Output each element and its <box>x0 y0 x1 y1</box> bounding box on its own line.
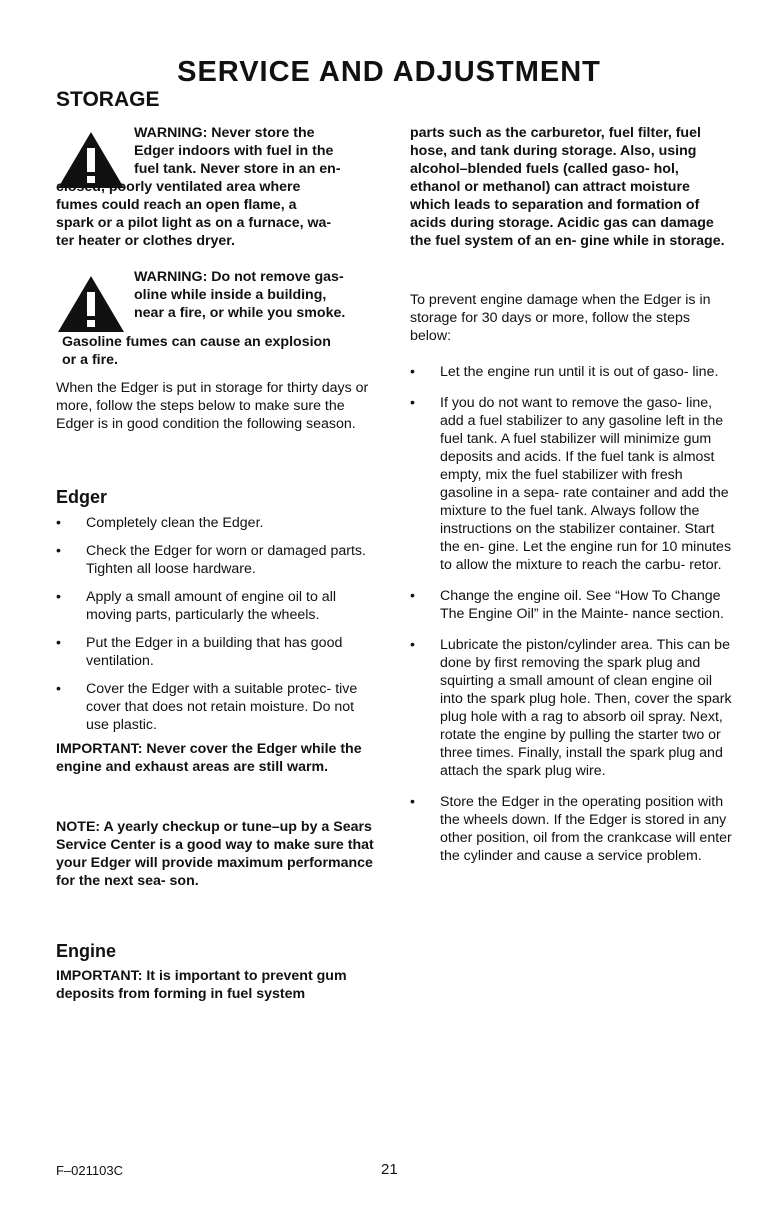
list-item <box>410 636 732 780</box>
list-item <box>56 514 378 532</box>
list-item-text: Completely clean the Edger. <box>86 515 264 531</box>
page-title: SERVICE AND ADJUSTMENT <box>177 56 601 88</box>
list-item-text: Put the Edger in a building that has good ventilation. <box>86 635 343 669</box>
warning-1-rest-line-2: fumes could reach an open flame, a <box>56 197 297 213</box>
bullet-dot: • <box>56 681 61 697</box>
list-item-text: Check the Edger for worn or damaged parts. Tighten all loose hardware. <box>86 543 366 577</box>
engine-heading: Engine <box>56 941 117 961</box>
list-item-text: Cover the Edger with a suitable protec- tive cover that does not retain moisture. Do not use plastic. <box>86 681 358 733</box>
engine-important-note: IMPORTANT: It is important to prevent gum deposits from forming in fuel system <box>56 968 347 1002</box>
list-item-text: If you do not want to remove the gaso- line, add a fuel stabilizer to any gasoline left in the fuel tank. A fuel stabilizer will minimize gum deposits and acids. If the fuel tank is almost empty, mix the fuel stabilizer with fresh gasoline in a sepa- rate container and add the mixture to the fuel tank. Always follow the instructions on the stabilizer container. Start the en- gine. Let the engine run for 10 minutes to allow the mixture to reach the carbu- retor. <box>440 395 732 573</box>
warning-1-rest-line-4: ter heater or clothes dryer. <box>56 233 235 249</box>
bullet-dot: • <box>410 395 415 411</box>
engine-storage-intro: To prevent engine damage when the Edger is in storage for 30 days or more, follow the steps below: <box>410 292 711 344</box>
edger-heading: Edger <box>56 487 108 507</box>
list-item <box>56 542 378 578</box>
warning-1-rest-line-3: spark or a pilot light as on a furnace, wa- <box>56 215 332 231</box>
page-number: 21 <box>381 1161 398 1178</box>
warning-2-rest <box>62 333 376 369</box>
list-item <box>410 587 732 623</box>
bullet-dot: • <box>410 588 415 604</box>
fuel-system-warning-text: parts such as the carburetor, fuel filter, fuel hose, and tank during storage. Also, using alcohol–blended fuels (called gaso- hol, ethanol or methanol) can attract moisture which leads to separation and formation of acids during storage. Acidic gas can damage the fuel system of an en- gine while in storage. <box>410 125 725 249</box>
edger-checkup-note: NOTE: A yearly checkup or tune–up by a Sears Service Center is a good way to make sure that your Edger will provide maximum performance for the next sea- son. <box>56 819 374 889</box>
list-item <box>56 680 378 734</box>
edger-important-note: IMPORTANT: Never cover the Edger while the engine and exhaust areas are still warm. <box>56 741 362 775</box>
list-item <box>56 588 378 624</box>
warning-1-line-2: Edger indoors with fuel in the <box>134 143 334 159</box>
bullet-dot: • <box>56 515 61 531</box>
bullet-dot: • <box>56 589 61 605</box>
list-item-text: Apply a small amount of engine oil to all moving parts, particularly the wheels. <box>86 589 336 623</box>
bullet-dot: • <box>410 794 415 810</box>
engine-bullet-list <box>410 363 732 865</box>
warning-1-line-1: WARNING: Never store the <box>134 125 315 141</box>
list-item <box>410 363 732 381</box>
bullet-dot: • <box>410 364 415 380</box>
document-code: F–021103C <box>56 1163 123 1178</box>
list-item-text: Change the engine oil. See “How To Change The Engine Oil” in the Mainte- nance section. <box>440 588 724 622</box>
bullet-dot: • <box>56 543 61 559</box>
warning-triangle-icon <box>56 274 126 334</box>
warning-2-rest-line-2: or a fire. <box>62 352 118 368</box>
bullet-dot: • <box>56 635 61 651</box>
warning-2-rest-line-1: Gasoline fumes can cause an explosion <box>62 334 331 350</box>
warning-2-line-1: WARNING: Do not remove gas- <box>134 269 344 285</box>
warning-2-lines <box>134 268 345 322</box>
list-item-text: Store the Edger in the operating position with the wheels down. If the Edger is stored in any other position, oil from the crankcase will enter the cylinder and cause a service problem. <box>440 794 732 864</box>
warning-1-rest <box>56 178 376 250</box>
warning-1-line-3: fuel tank. Never store in an en- <box>134 161 341 177</box>
warning-2-line-2: oline while inside a building, <box>134 287 327 303</box>
storage-intro: When the Edger is put in storage for thirty days or more, follow the steps below to make sure the Edger is in good condition the following season. <box>56 380 369 432</box>
list-item <box>56 634 378 670</box>
warning-1-lines <box>134 124 341 178</box>
list-item <box>410 793 732 865</box>
warning-1-rest-line-1: closed, poorly ventilated area where <box>56 179 301 195</box>
bullet-dot: • <box>410 637 415 653</box>
warning-2-line-3: near a fire, or while you smoke. <box>134 305 346 321</box>
list-item <box>410 394 732 574</box>
edger-bullet-list <box>56 514 378 734</box>
list-item-text: Let the engine run until it is out of gaso- line. <box>440 364 719 380</box>
section-heading-storage: STORAGE <box>56 88 160 111</box>
list-item-text: Lubricate the piston/cylinder area. This can be done by first removing the spark plug and squirting a small amount of clean engine oil into the spark plug hole. Then, cover the spark plug hole with a rag to absorb oil spray. Next, rotate the engine by pulling the starter two or three times. Finally, install the spark plug and attach the spark plug wire. <box>440 637 732 779</box>
